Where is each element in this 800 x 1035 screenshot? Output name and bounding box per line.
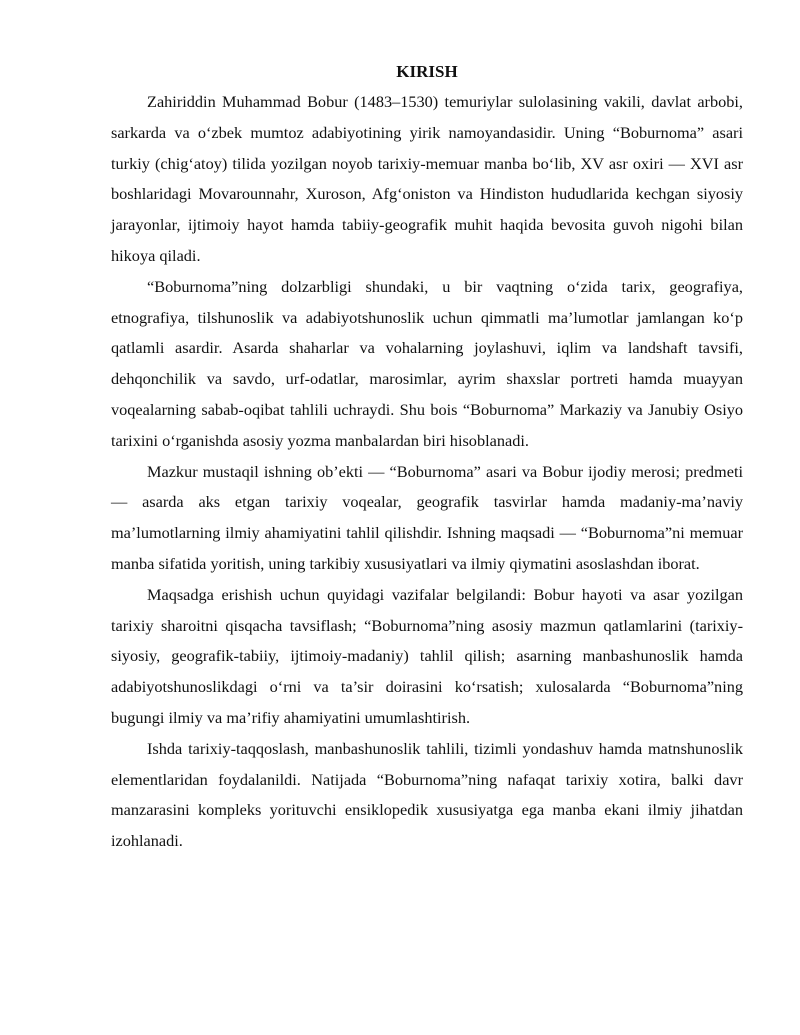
paragraph-1: Zahiriddin Muhammad Bobur (1483–1530) temuriylar sulolasining vakili, davlat arbobi, sarkarda va o‘zbek mumtoz adabiyotining yirik namoyandasidir. Uning “Boburnoma” asari turkiy (chig‘atoy) tilida yozilgan noyob tarixiy-memuar manba bo‘lib, XV asr oxiri — XVI asr boshlaridagi Movarounnahr, Xuroson, Afg‘oniston va Hindiston hududlarida kechgan siyosiy jarayonlar, ijtimoiy hayot hamda tabiiy-geografik muhit haqida bevosita guvoh nigohi bilan hikoya qiladi. (111, 92, 743, 265)
paragraph-2: “Boburnoma”ning dolzarbligi shundaki, u bir vaqtning o‘zida tarix, geografiya, etnografiya, tilshunoslik va adabiyotshunoslik uchun qimmatli ma’lumotlar jamlangan ko‘p qatlamli asardir. Asarda shaharlar va vohalarning joylashuvi, iqlim va landshaft tavsifi, dehqonchilik va savdo, urf-odatlar, marosimlar, ayrim shaxslar portreti hamda muayyan voqealarning sabab-oqibat tahlili uchraydi. Shu bois “Boburnoma” Markaziy va Janubiy Osiyo tarixini o‘rganishda asosiy yozma manbalardan biri hisoblanadi. (111, 276, 743, 450)
page-title: KIRISH (396, 62, 458, 81)
paragraph-3: Mazkur mustaqil ishning ob’ekti — “Boburnoma” asari va Bobur ijodiy merosi; predmeti — asarda aks etgan tarixiy voqealar, geografik tasvirlar hamda madaniy-ma’naviy ma’lumotlarning ilmiy ahamiyatini tahlil qilishdir. Ishning maqsadi — “Boburnoma”ni memuar manba sifatida yoritish, uning tarkibiy xususiyatlari va ilmiy qiymatini asoslashdan iborat. (111, 461, 743, 573)
document-page (111, 62, 743, 857)
paragraph-4: Maqsadga erishish uchun quyidagi vazifalar belgilandi: Bobur hayoti va asar yozilgan tarixiy sharoitni qisqacha tavsiflash; “Boburnoma”ning asosiy mazmun qatlamlarini (tarixiy-siyosiy, geografik-tabiiy, ijtimoiy-madaniy) tahlil qilish; asarning manbashunoslik hamda adabiyotshunoslikdagi o‘rni va ta’sir doirasini ko‘rsatish; xulosalarda “Boburnoma”ning bugungi ilmiy va ma’rifiy ahamiyatini umumlashtirish. (111, 584, 743, 727)
paragraph-5: Ishda tarixiy-taqqoslash, manbashunoslik tahlili, tizimli yondashuv hamda matnshunoslik elementlaridan foydalanildi. Natijada “Boburnoma”ning nafaqat tarixiy xotira, balki davr manzarasini kompleks yorituvchi ensiklopedik xususiyatga ega manba ekani ilmiy jihatdan izohlanadi. (111, 738, 743, 851)
